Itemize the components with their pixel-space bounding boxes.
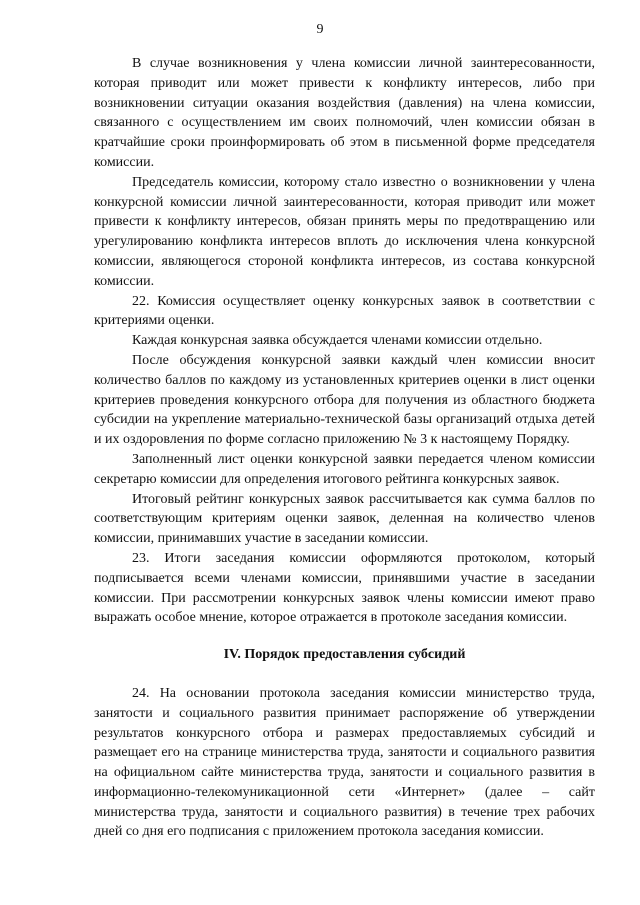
paragraph-final-rating: Итоговый рейтинг конкурсных заявок рассчитывается как сумма баллов по соответствующим критериям оценки заявок, деленная на количество членов комиссии, принимавших участие в заседании комиссии. xyxy=(94,491,595,547)
paragraph-23-protocol: 23. Итоги заседания комиссии оформляются протоколом, который подписывается всеми членами комиссии, принявшими участие в заседании комиссии. При рассмотрении конкурсных заявок члены комиссии имеют право выражать особое мнение, которое отражается в протоколе заседания комиссии. xyxy=(94,550,595,626)
page-number: 9 xyxy=(316,22,324,37)
paragraph-chairman-duties: Председатель комиссии, которому стало известно о возникновении у члена конкурсной комиссии личной заинтересованности, которая приводит или может привести к конфликту интересов, обязан принять меры по предотвращению или урегулированию конфликта интересов вплоть до исключения члена конкурсной комиссии, являющегося стороной конфликта интересов, из состава конкурсной комиссии. xyxy=(94,174,595,289)
paragraph-22-evaluation: 22. Комиссия осуществляет оценку конкурсных заявок в соответствии с критериями оценки. xyxy=(94,293,595,329)
paragraph-conflict-of-interest-member: В случае возникновения у члена комиссии личной заинтересованности, которая приводит или может привести к конфликту интересов, либо при возникновении ситуации оказания воздействия (давления) на члена комиссии, связанного с осуществлением им своих полномочий, член комиссии обязан в кратчайшие сроки проинформировать об этом в письменной форме председателя комиссии. xyxy=(94,56,595,170)
paragraph-separate-discussion: Каждая конкурсная заявка обсуждается членами комиссии отдельно. xyxy=(132,333,543,349)
paragraph-scoring-sheet: После обсуждения конкурсной заявки каждый член комиссии вносит количество баллов по каждому из установленных критериев оценки в лист оценки критериев проведения конкурсного отбора для получения из областного бюджета субсидии на укрепление материально-технической базы организаций отдыха детей и их оздоровления по форме согласно приложению № 3 к настоящему Порядку. xyxy=(94,352,595,448)
paragraph-sheet-transfer: Заполненный лист оценки конкурсной заявки передается членом комиссии секретарю комиссии для определения итогового рейтинга конкурсных заявок. xyxy=(94,451,595,487)
section-heading: IV. Порядок предоставления субсидий xyxy=(223,647,466,663)
document-body xyxy=(94,54,595,842)
paragraph-24-order: 24. На основании протокола заседания комиссии министерство труда, занятости и социального развития принимает распоряжение об утверждении результатов конкурсного отбора и размерах предоставляемых субсидий и размещает его на странице министерства труда, занятости и социального развития на официальном сайте министерства труда, занятости и социального развития в информационно-телекомуникационной сети «Интернет» (далее – сайт министерства труда, занятости и социального развития) в течение трех рабочих дней со дня его подписания с приложением протокола заседания комиссии. xyxy=(94,685,595,840)
